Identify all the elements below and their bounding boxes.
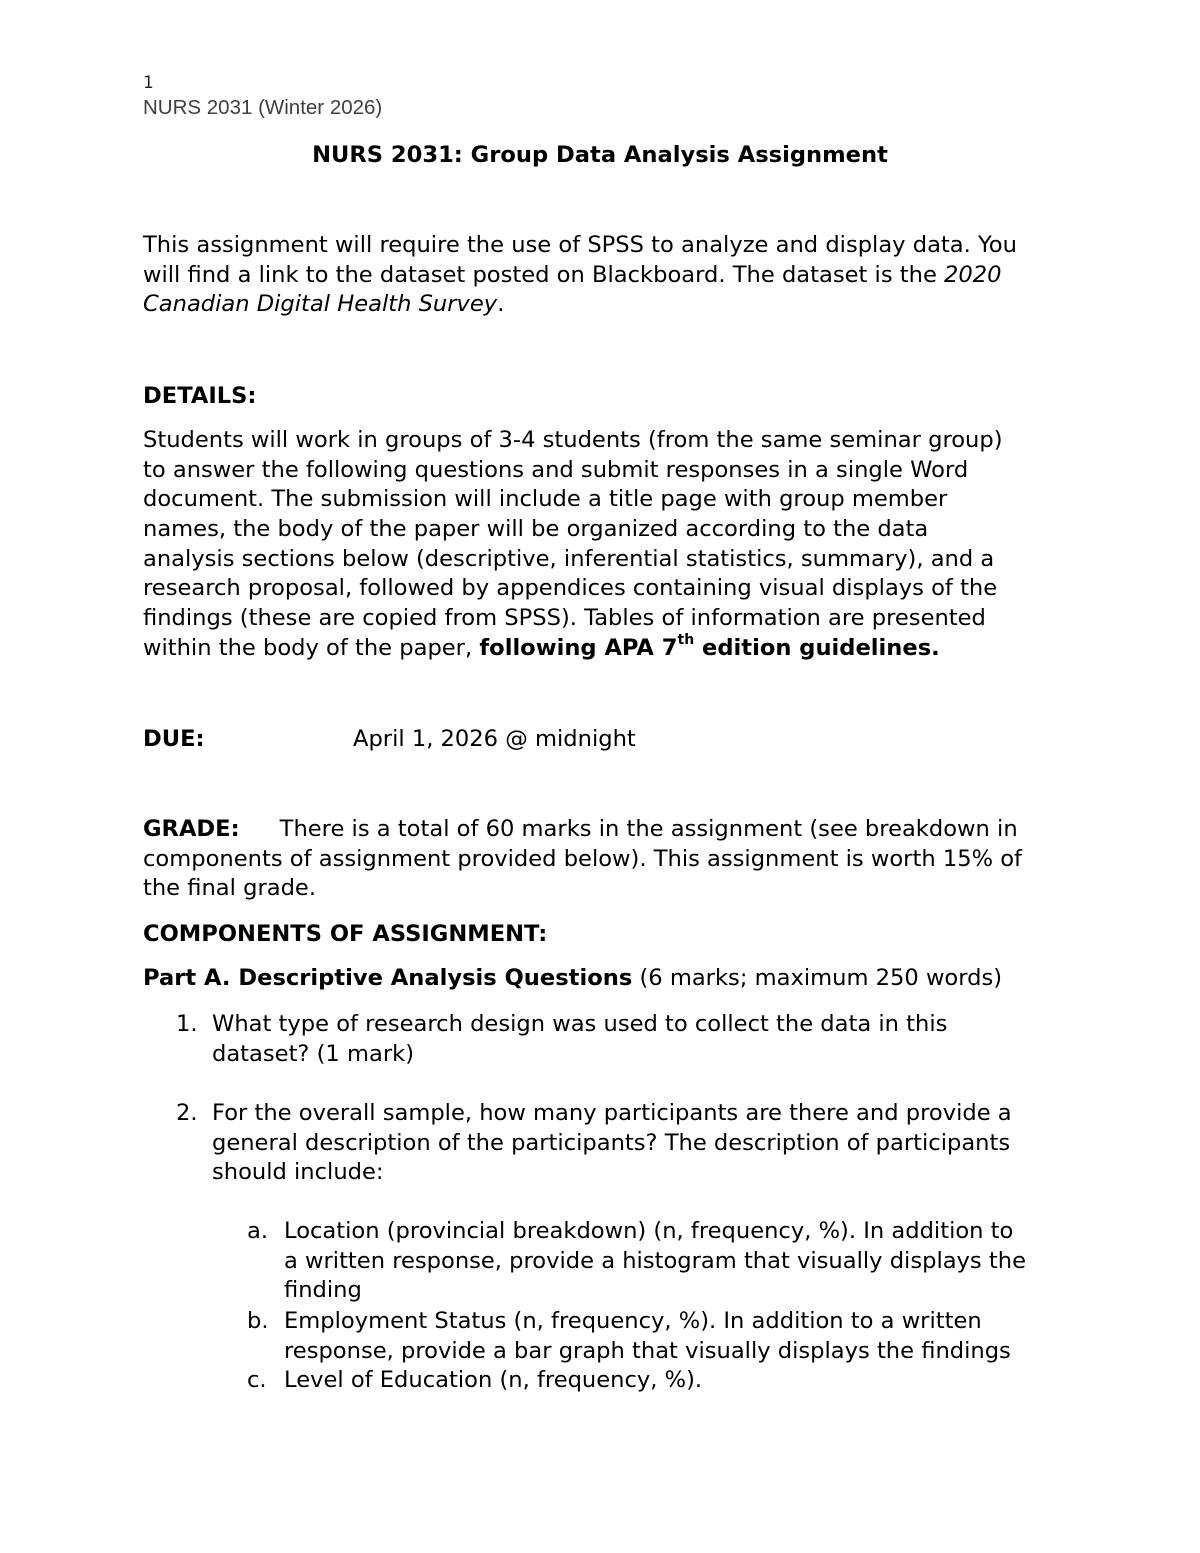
intro-line-1: This assignment will require the use of SPSS to analyze and display data. You — [143, 232, 1017, 258]
question-line: What type of research design was used to collect the data in this — [212, 1011, 948, 1037]
subitem-c — [284, 1366, 702, 1396]
apa-guideline-bold: following APA 7 — [479, 634, 678, 661]
question-line: For the overall sample, how many participants are there and provide a — [212, 1100, 1012, 1126]
subitem-line: finding — [284, 1277, 362, 1304]
document-title: NURS 2031: Group Data Analysis Assignment — [312, 142, 888, 168]
question-1 — [212, 1010, 947, 1069]
grade-line-3: the final grade. — [143, 875, 317, 902]
apa-superscript: th — [677, 632, 695, 649]
intro-period: . — [497, 291, 505, 318]
due-date: April 1, 2026 @ midnight — [353, 726, 636, 752]
subitem-line: response, provide a bar graph that visually displays the findings — [284, 1337, 1011, 1364]
details-line: Students will work in groups of 3-4 students (from the same seminar group) — [143, 427, 1003, 453]
subitem-letter: a. — [247, 1218, 269, 1244]
question-number: 2. — [176, 1100, 198, 1126]
grade-line-1 — [143, 815, 1022, 845]
page-number: 1 — [143, 73, 154, 93]
details-last-line-text: within the body of the paper, — [143, 634, 480, 661]
grade-label: GRADE: — [143, 816, 240, 842]
grade-line-2: components of assignment provided below). This assignment is worth 15% of — [143, 845, 1023, 872]
subitem-a — [284, 1217, 1026, 1306]
question-line: should include: — [212, 1159, 384, 1186]
details-line: research proposal, followed by appendices containing visual displays of the — [143, 575, 998, 602]
question-number: 1. — [176, 1011, 198, 1037]
details-paragraph — [143, 426, 1003, 664]
details-last-line — [143, 634, 1003, 664]
intro-paragraph — [143, 231, 1017, 320]
survey-year: 2020 — [944, 261, 1002, 288]
question-line: general description of the participants? The description of participants — [212, 1129, 1011, 1156]
subitem-line: Location (provincial breakdown) (n, frequency, %). In addition to — [284, 1218, 1014, 1244]
subitem-b — [284, 1307, 1011, 1366]
details-line: analysis sections below (descriptive, inferential statistics, summary), and a — [143, 545, 995, 572]
subitem-letter: c. — [247, 1367, 267, 1393]
question-line: dataset? (1 mark) — [212, 1040, 415, 1067]
grade-paragraph — [143, 815, 1022, 904]
intro-line-2 — [143, 261, 1017, 291]
subitem-line: Level of Education (n, frequency, %). — [284, 1367, 703, 1393]
question-2 — [212, 1099, 1012, 1188]
subitem-letter: b. — [247, 1308, 269, 1334]
survey-name: Canadian Digital Health Survey — [143, 291, 498, 318]
details-heading: DETAILS: — [143, 383, 257, 409]
course-header: NURS 2031 (Winter 2026) — [143, 96, 383, 119]
subitem-line: a written response, provide a histogram that visually displays the — [284, 1247, 1026, 1274]
grade-line-1-text: There is a total of 60 marks in the assignment (see breakdown in — [279, 816, 1018, 842]
due-label: DUE: — [143, 726, 205, 752]
details-line: to answer the following questions and submit responses in a single Word — [143, 456, 969, 483]
part-a-details: (6 marks; maximum 250 words) — [632, 965, 1003, 991]
apa-guideline-bold-end: edition guidelines. — [694, 634, 940, 661]
intro-line-3 — [143, 290, 1017, 320]
details-line: findings (these are copied from SPSS). Tables of information are presented — [143, 605, 986, 632]
intro-line-2-text: will find a link to the dataset posted on Blackboard. The dataset is the — [143, 261, 945, 288]
details-line: document. The submission will include a title page with group member — [143, 486, 948, 513]
details-line: names, the body of the paper will be organized according to the data — [143, 516, 929, 543]
part-a-title: Part A. Descriptive Analysis Questions — [143, 965, 633, 991]
components-heading: COMPONENTS OF ASSIGNMENT: — [143, 921, 548, 947]
part-a-heading — [143, 964, 1002, 994]
subitem-line: Employment Status (n, frequency, %). In addition to a written — [284, 1308, 982, 1334]
